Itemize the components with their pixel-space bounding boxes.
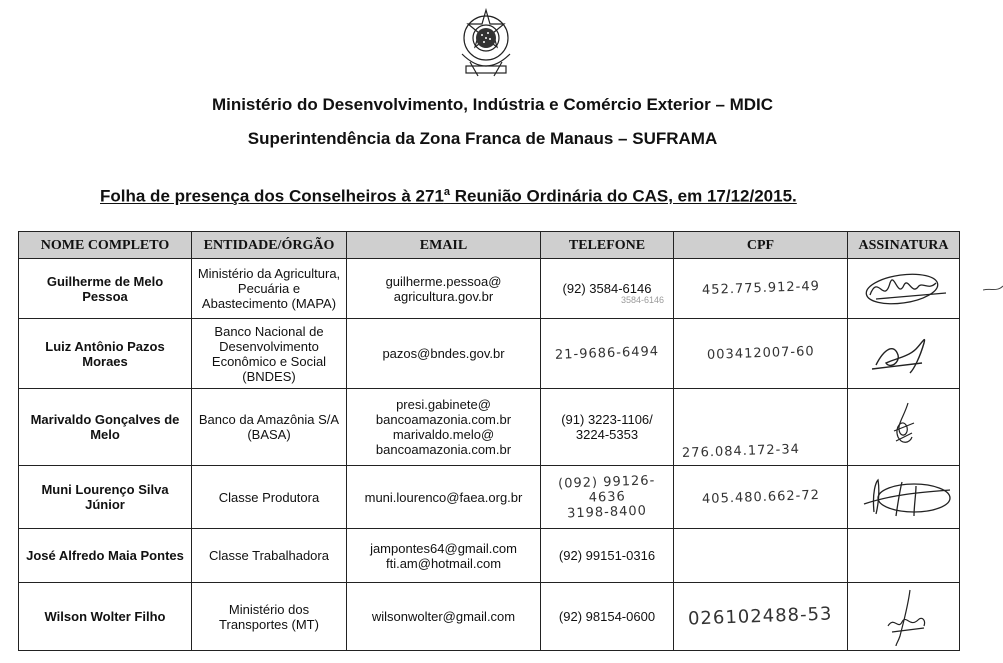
table-row [19, 529, 960, 583]
member-signature [848, 389, 960, 466]
signature-icon [874, 397, 934, 457]
table-header-row [19, 232, 960, 259]
superintendence-heading: Superintendência da Zona Franca de Manaus – SUFRAMA [247, 129, 718, 148]
member-name: Luiz Antônio Pazos Moraes [19, 319, 192, 389]
column-header-phone: TELEFONE [541, 232, 674, 259]
column-header-name: NOME COMPLETO [19, 232, 192, 259]
member-cpf: 026102488-53 [674, 583, 848, 651]
stray-pen-stroke-icon [983, 270, 1003, 330]
document-title: Folha de presença dos Conselheiros à 271$^a$ Reunião Ordinária do CAS, em 17/12/2015. [100, 186, 797, 206]
attendance-table [18, 231, 960, 651]
member-entity: Ministério da Agricultura, Pecuária e Abastecimento (MAPA) [192, 259, 347, 319]
ministry-heading: Ministério do Desenvolvimento, Indústria e Comércio Exterior – MDIC [211, 95, 774, 114]
table-row [19, 583, 960, 651]
member-phone: (92) 98154-0600 [541, 583, 674, 651]
member-cpf: 003412007-60 [674, 319, 848, 389]
member-signature [848, 466, 960, 529]
member-phone: (92) 99151-0316 [541, 529, 674, 583]
member-phone: (092) 99126-4636 3198-8400 [541, 466, 674, 529]
column-header-entity: ENTIDADE/ÓRGÃO [192, 232, 347, 259]
member-entity: Banco da Amazônia S/A (BASA) [192, 389, 347, 466]
table-row [19, 389, 960, 466]
member-entity: Classe Produtora [192, 466, 347, 529]
member-name: José Alfredo Maia Pontes [19, 529, 192, 583]
member-cpf: 452.775.912-49 [674, 259, 848, 319]
member-email: guilherme.pessoa@ agricultura.gov.br [347, 259, 541, 319]
member-name: Muni Lourenço Silva Júnior [19, 466, 192, 529]
member-phone: (91) 3223-1106/ 3224-5353 [541, 389, 674, 466]
signature-icon [856, 265, 952, 313]
member-cpf: 276.084.172-34 [674, 389, 848, 466]
column-header-cpf: CPF [674, 232, 848, 259]
member-email: presi.gabinete@ bancoamazonia.com.br marivaldo.melo@ bancoamazonia.com.br [347, 389, 541, 466]
signature-icon [874, 586, 934, 648]
member-email: jampontes64@gmail.com fti.am@hotmail.com [347, 529, 541, 583]
member-signature [848, 319, 960, 389]
member-email: pazos@bndes.gov.br [347, 319, 541, 389]
member-entity: Classe Trabalhadora [192, 529, 347, 583]
coat-of-arms-icon [448, 4, 524, 80]
member-entity: Banco Nacional de Desenvolvimento Econômico e Social (BNDES) [192, 319, 347, 389]
table-row [19, 466, 960, 529]
table-row [19, 319, 960, 389]
member-email: muni.lourenco@faea.org.br [347, 466, 541, 529]
member-signature [848, 259, 960, 319]
member-phone: (92) 3584-6146 3584-6146 [541, 259, 674, 319]
member-name: Marivaldo Gonçalves de Melo [19, 389, 192, 466]
member-name: Wilson Wolter Filho [19, 583, 192, 651]
member-entity: Ministério dos Transportes (MT) [192, 583, 347, 651]
member-signature-empty [848, 529, 960, 583]
member-cpf [674, 529, 848, 583]
column-header-email: EMAIL [347, 232, 541, 259]
phone-handwritten-note: 3584-6146 [621, 295, 665, 305]
member-email: wilsonwolter@gmail.com [347, 583, 541, 651]
table-row [19, 259, 960, 319]
column-header-signature: ASSINATURA [848, 232, 960, 259]
signature-icon [854, 472, 954, 522]
member-signature [848, 583, 960, 651]
signature-icon [864, 329, 944, 379]
member-phone: 21-9686-6494 [541, 319, 674, 389]
member-name: Guilherme de Melo Pessoa [19, 259, 192, 319]
member-cpf: 405.480.662-72 [674, 466, 848, 529]
